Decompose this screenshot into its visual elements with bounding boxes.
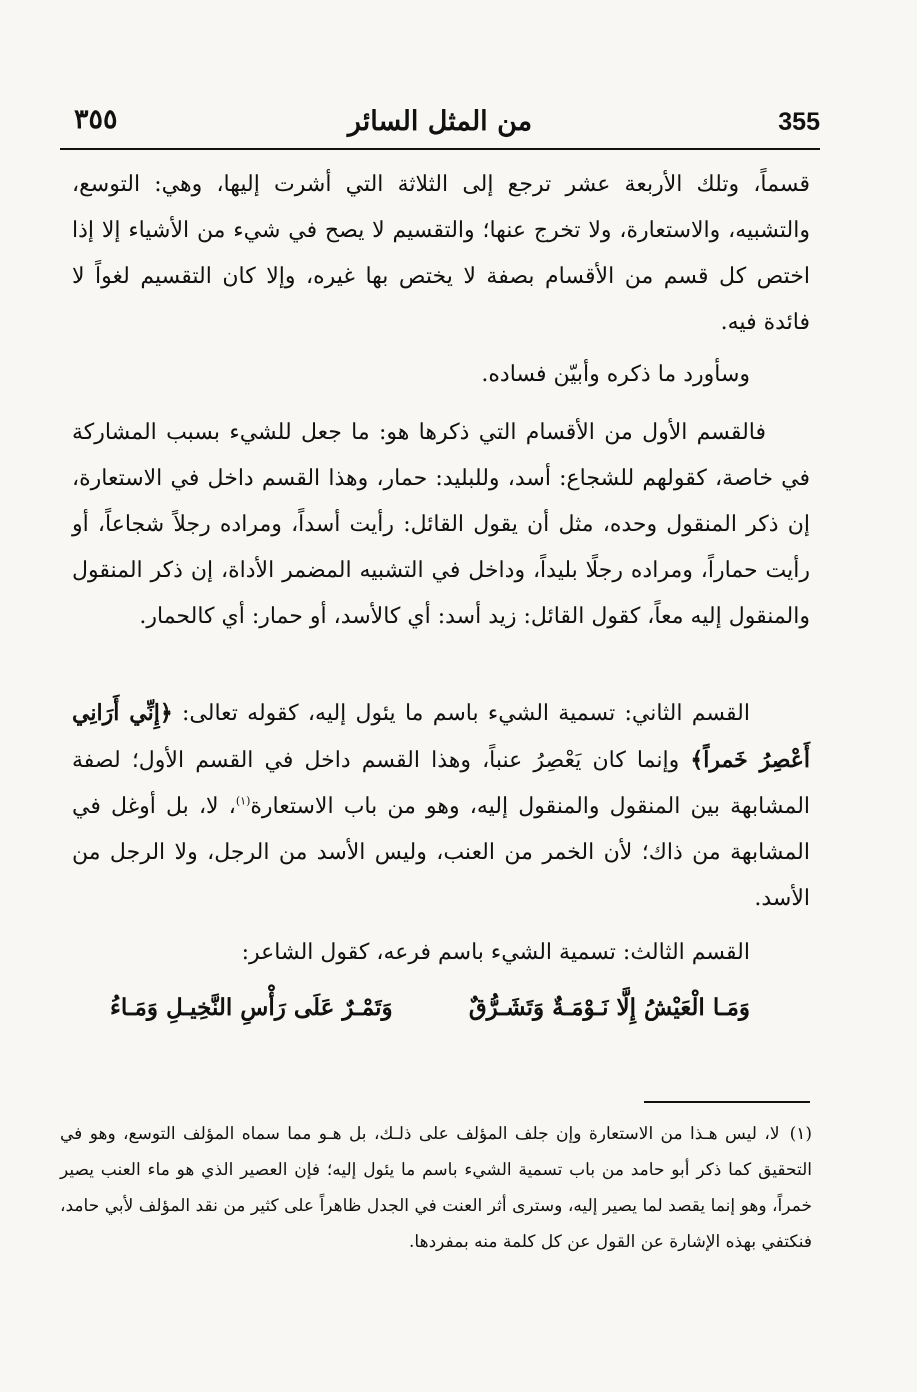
paragraph-1 [72, 162, 810, 346]
paragraph-4-intro: القسم الثاني: تسمية الشيء باسم ما يئول إليه، كقوله تعالى: [172, 701, 750, 726]
footnote-number: (١) [789, 1124, 812, 1144]
paragraph-5 [72, 930, 810, 976]
page-number-arabic: ٣٥٥ [74, 104, 118, 135]
footnote [60, 1116, 812, 1260]
quran-verse: ﴿إِنِّي أَرَانِي أَعْصِرُ خَمراً﴾ [72, 700, 811, 773]
paragraph-2 [72, 352, 810, 398]
page-header [60, 104, 820, 150]
verse-second-hemistich: وَتَمْـرٌ عَلَى رَأْسِ النَّخِيـلِ وَمَـاءُ [110, 994, 393, 1021]
paragraph-3 [72, 410, 810, 640]
paragraph-2-text: وسأورد ما ذكره وأبيّن فساده. [481, 362, 750, 387]
poetry-verse [110, 994, 750, 1054]
paragraph-1-text: قسماً، وتلك الأربعة عشر ترجع إلى الثلاثة التي أشرت إليها، وهي: التوسع، والتشبيه، والاستعارة، ولا تخرج عنها؛ والتقسيم لا يصح في شيء من الأشياء إلا إذا اختص كل قسم من الأقسام بصفة لا يختص بها غيره، وإلا كان التقسيم لغواً لا فائدة فيه. [72, 172, 810, 335]
footnote-text-block [60, 1116, 812, 1260]
footnote-text: لا، ليس هـذا من الاستعارة وإن جلف المؤلف على ذلـك، بل هـو مما سماه المؤلف التوسع، وهو في التحقيق كما ذكر أبو حامد من باب تسمية الشيء باسم ما يئول إليه؛ فإن العصير الذي هو ماء العنب يصير خمراً، وهو إنما يقصد لما يصير إليه، وسترى أثر العنت في الجدل ظاهراً على كثير من نقد المؤلف لأبي حامد، فنكتفي بهذه الإشارة عن القول عن كل كلمة منه بمفردها. [60, 1124, 812, 1252]
paragraph-4 [72, 690, 810, 922]
paragraph-4-end: ، لا، بل أوغل في المشابهة من ذاك؛ لأن الخمر من العنب، وليس الأسد من الرجل، ولا الرجل من الأسد. [72, 794, 810, 911]
running-title: من المثل السائر [347, 106, 533, 137]
footnote-separator [644, 1101, 810, 1103]
paragraph-4-middle: وإنما كان يَعْصِرُ عنباً، وهذا القسم داخل في القسم الأول؛ لصفة المشابهة بين المنقول والمنقول إليه، وهو من باب الاستعارة [72, 748, 811, 819]
footnote-reference[interactable]: (١) [235, 794, 251, 808]
paragraph-4-text [72, 690, 810, 922]
page-number-latin: 355 [778, 108, 820, 136]
paragraph-3-text: فالقسم الأول من الأقسام التي ذكرها هو: ما جعل للشيء بسبب المشاركة في خاصة، كقولهم للشجاع: أسد، وللبليد: حمار، وهذا القسم داخل في الاستعارة، إن ذكر المنقول وحده، مثل أن يقول القائل: رأيت أسداً، ومراده رجلاً شجاعاً، أو رأيت حماراً، ومراده رجلًا بليداً، وداخل في التشبيه المضمر الأداة، إن ذكر المنقول والمنقول إليه معاً، كقول القائل: زيد أسد: أي كالأسد، أو حمار: أي كالحمار. [72, 420, 810, 629]
paragraph-5-text: القسم الثالث: تسمية الشيء باسم فرعه، كقول الشاعر: [241, 940, 750, 965]
verse-first-hemistich: وَمَـا الْعَيْشُ إِلَّا نَـوْمَـةٌ وَتَشَـرُّقٌ [468, 994, 750, 1021]
